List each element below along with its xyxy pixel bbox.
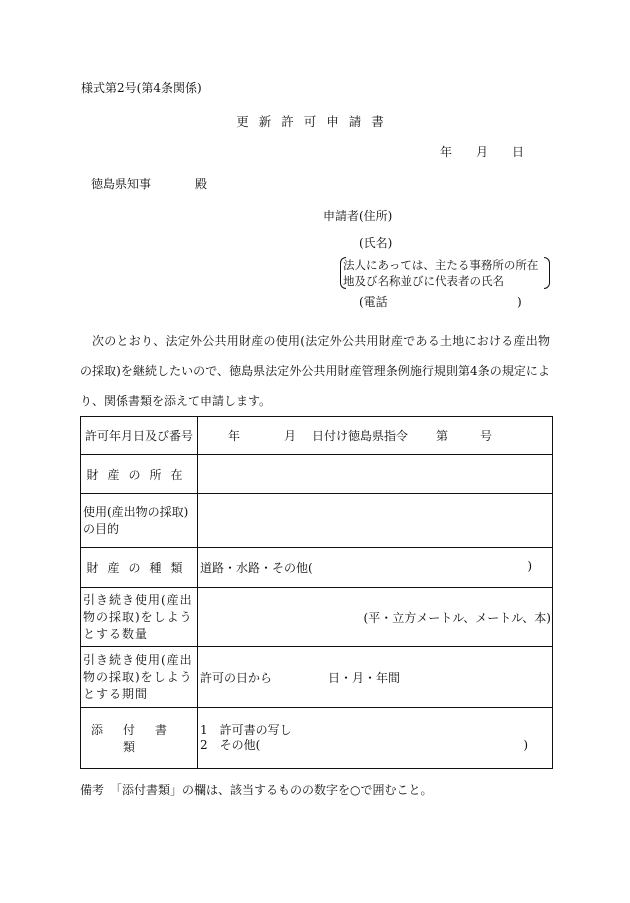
attachment-item-1: 1 許可書の写し	[200, 723, 292, 737]
date-year: 年	[440, 145, 453, 159]
property-type-options: 道路・水路・その他(	[200, 561, 313, 575]
table-row	[81, 494, 553, 548]
date-month: 月	[476, 145, 489, 159]
form-code: 様式第2号(第4条関係)	[81, 81, 202, 95]
addressee-suffix: 殿	[195, 177, 208, 191]
value-property-type[interactable]	[198, 548, 553, 588]
property-type-close: )	[527, 559, 532, 573]
permit-year: 年	[227, 429, 240, 443]
label-purpose: 使用(産出物の採取)の目的	[81, 494, 198, 548]
body-text: 次のとおり、法定外公共用財産の使用(法定外公共用財産である土地における産出物の採取)を継続したいので、徳島県法定外公共用財産管理条例施行規則第4条の規定により、関係書類を添えて申請します。	[80, 334, 550, 408]
permit-dai: 第	[435, 429, 448, 443]
date-line	[440, 146, 524, 158]
label-permit-date-number: 許可年月日及び番号	[81, 417, 198, 455]
phone-close: )	[517, 295, 522, 309]
label-period: 引き続き使用(産出物の採取)をしようとする期間	[81, 647, 198, 708]
permit-dated: 日付け徳島県指令	[311, 429, 408, 443]
date-day: 日	[512, 145, 525, 159]
addressee-name: 徳島県知事	[91, 177, 152, 191]
label-property-type: 財産の種類	[81, 548, 198, 588]
permit-go: 号	[479, 429, 492, 443]
applicant-address-label: 申請者(住所)	[323, 209, 393, 223]
corporate-note-text: 法人にあっては、主たる事務所の所在地及び名称並びに代表者の氏名	[343, 258, 539, 288]
addressee	[91, 178, 207, 190]
value-attachments[interactable]	[198, 708, 553, 769]
remarks-note: 備考 「添付書類」の欄は、該当するものの数字を○で囲むこと。	[80, 783, 433, 797]
label-quantity: 引き続き使用(産出物の採取)をしようとする数量	[81, 588, 198, 647]
corporate-note	[343, 257, 547, 289]
value-permit-date-number[interactable]	[198, 417, 553, 455]
label-attachments: 添付書類	[81, 708, 198, 769]
label-property-location: 財産の所在	[81, 455, 198, 494]
attachment-close: )	[523, 738, 528, 752]
bracket-right	[544, 257, 550, 289]
value-period[interactable]	[198, 647, 553, 708]
table-row	[81, 708, 553, 769]
phone-label: (電話	[359, 295, 388, 309]
value-quantity[interactable]	[198, 588, 553, 647]
applicant-name-label: (氏名)	[359, 236, 393, 250]
phone-line	[359, 295, 522, 309]
value-purpose[interactable]	[198, 494, 553, 548]
value-property-location[interactable]	[198, 455, 553, 494]
table-row	[81, 417, 553, 455]
table-row	[81, 548, 553, 588]
quantity-unit: (平・立方メートル、メートル、本)	[363, 610, 551, 625]
bracket-left	[340, 257, 346, 289]
table-row	[81, 588, 553, 647]
attachment-item-2: 2 その他(	[200, 738, 261, 752]
document-title: 更新許可申請書	[236, 114, 394, 129]
table-row	[81, 647, 553, 708]
table-row	[81, 455, 553, 494]
period-unit: 日・月・年間	[328, 670, 401, 685]
permit-month: 月	[283, 429, 296, 443]
application-table	[80, 416, 553, 769]
period-from: 許可の日から	[200, 670, 273, 685]
